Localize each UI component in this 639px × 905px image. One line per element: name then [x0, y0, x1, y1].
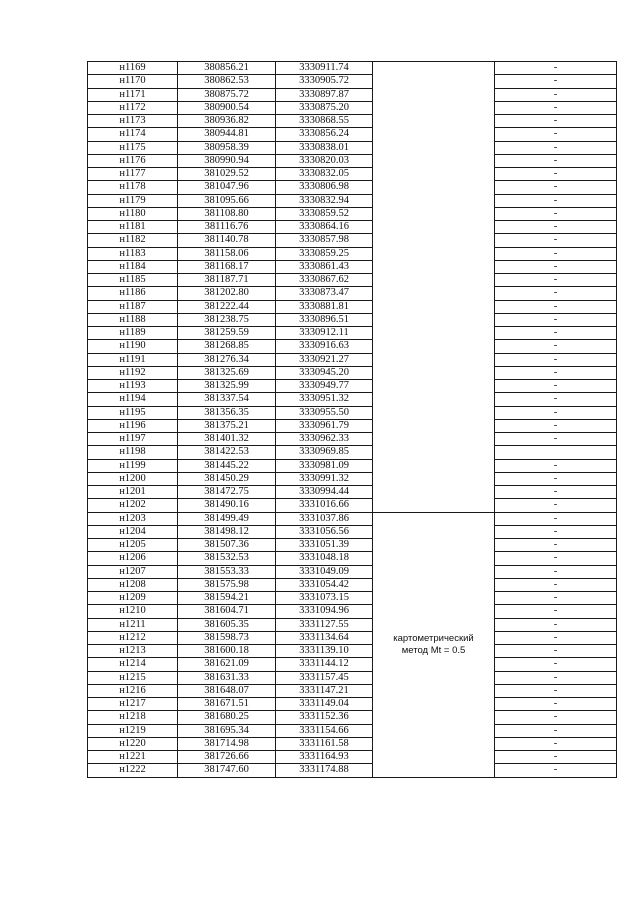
x-coordinate-cell: 381187.71	[178, 274, 276, 287]
table-row	[88, 446, 617, 459]
x-coordinate-cell: 381507.36	[178, 539, 276, 552]
note-cell: -	[495, 234, 617, 247]
point-id-cell: н1212	[88, 631, 178, 644]
x-coordinate-cell: 381259.59	[178, 327, 276, 340]
table-row	[88, 658, 617, 671]
point-id-cell: н1215	[88, 671, 178, 684]
y-coordinate-cell: 3331056.56	[276, 525, 373, 538]
y-coordinate-cell: 3330881.81	[276, 300, 373, 313]
point-id-cell: н1192	[88, 366, 178, 379]
x-coordinate-cell: 381726.66	[178, 751, 276, 764]
x-coordinate-cell: 381747.60	[178, 764, 276, 777]
x-coordinate-cell: 381499.49	[178, 512, 276, 525]
point-id-cell: н1170	[88, 75, 178, 88]
x-coordinate-cell: 380990.94	[178, 154, 276, 167]
table-row	[88, 539, 617, 552]
note-cell: -	[495, 247, 617, 260]
table-row	[88, 88, 617, 101]
point-id-cell: н1179	[88, 194, 178, 207]
note-cell: -	[495, 128, 617, 141]
table-row	[88, 525, 617, 538]
table-row	[88, 631, 617, 644]
x-coordinate-cell: 381401.32	[178, 433, 276, 446]
y-coordinate-cell: 3331149.04	[276, 698, 373, 711]
x-coordinate-cell: 381594.21	[178, 592, 276, 605]
table-row	[88, 221, 617, 234]
note-cell: -	[495, 565, 617, 578]
y-coordinate-cell: 3330832.94	[276, 194, 373, 207]
point-id-cell: н1198	[88, 446, 178, 459]
point-id-cell: н1222	[88, 764, 178, 777]
note-cell: -	[495, 512, 617, 525]
table-row	[88, 671, 617, 684]
x-coordinate-cell: 381714.98	[178, 737, 276, 750]
point-id-cell: н1189	[88, 327, 178, 340]
note-cell: -	[495, 380, 617, 393]
table-row	[88, 433, 617, 446]
point-id-cell: н1214	[88, 658, 178, 671]
x-coordinate-cell: 381648.07	[178, 684, 276, 697]
note-cell: -	[495, 684, 617, 697]
y-coordinate-cell: 3330859.25	[276, 247, 373, 260]
note-cell: -	[495, 618, 617, 631]
y-coordinate-cell: 3330962.33	[276, 433, 373, 446]
y-coordinate-cell: 3331051.39	[276, 539, 373, 552]
x-coordinate-cell: 381158.06	[178, 247, 276, 260]
table-row	[88, 141, 617, 154]
y-coordinate-cell: 3330955.50	[276, 406, 373, 419]
point-id-cell: н1220	[88, 737, 178, 750]
note-cell: -	[495, 764, 617, 777]
point-id-cell: н1187	[88, 300, 178, 313]
point-id-cell: н1196	[88, 419, 178, 432]
point-id-cell: н1197	[88, 433, 178, 446]
x-coordinate-cell: 381116.76	[178, 221, 276, 234]
point-id-cell: н1207	[88, 565, 178, 578]
table-row	[88, 115, 617, 128]
y-coordinate-cell: 3331161.58	[276, 737, 373, 750]
x-coordinate-cell: 380936.82	[178, 115, 276, 128]
coordinates-table-body	[88, 62, 617, 778]
note-cell: -	[495, 459, 617, 472]
x-coordinate-cell: 381168.17	[178, 260, 276, 273]
y-coordinate-cell: 3330905.72	[276, 75, 373, 88]
x-coordinate-cell: 381325.69	[178, 366, 276, 379]
table-row	[88, 645, 617, 658]
y-coordinate-cell: 3330981.09	[276, 459, 373, 472]
table-row	[88, 459, 617, 472]
table-row	[88, 260, 617, 273]
point-id-cell: н1190	[88, 340, 178, 353]
table-row	[88, 181, 617, 194]
y-coordinate-cell: 3330838.01	[276, 141, 373, 154]
x-coordinate-cell: 381621.09	[178, 658, 276, 671]
point-id-cell: н1191	[88, 353, 178, 366]
x-coordinate-cell: 380944.81	[178, 128, 276, 141]
note-cell: -	[495, 168, 617, 181]
note-cell: -	[495, 194, 617, 207]
table-row	[88, 724, 617, 737]
note-cell: -	[495, 221, 617, 234]
table-row	[88, 247, 617, 260]
y-coordinate-cell: 3330945.20	[276, 366, 373, 379]
note-cell: -	[495, 499, 617, 512]
note-cell: -	[495, 101, 617, 114]
point-id-cell: н1194	[88, 393, 178, 406]
y-coordinate-cell: 3331147.21	[276, 684, 373, 697]
x-coordinate-cell: 381680.25	[178, 711, 276, 724]
y-coordinate-cell: 3330820.03	[276, 154, 373, 167]
table-row	[88, 618, 617, 631]
x-coordinate-cell: 381450.29	[178, 472, 276, 485]
note-cell: -	[495, 631, 617, 644]
note-cell: -	[495, 539, 617, 552]
x-coordinate-cell: 380958.39	[178, 141, 276, 154]
note-cell: -	[495, 300, 617, 313]
table-row	[88, 512, 617, 525]
point-id-cell: н1193	[88, 380, 178, 393]
note-cell: -	[495, 525, 617, 538]
note-cell	[495, 446, 617, 459]
x-coordinate-cell: 381695.34	[178, 724, 276, 737]
y-coordinate-cell: 3331157.45	[276, 671, 373, 684]
y-coordinate-cell: 3330994.44	[276, 486, 373, 499]
table-row	[88, 764, 617, 777]
point-id-cell: н1203	[88, 512, 178, 525]
y-coordinate-cell: 3330875.20	[276, 101, 373, 114]
note-cell: -	[495, 419, 617, 432]
note-cell: -	[495, 327, 617, 340]
point-id-cell: н1204	[88, 525, 178, 538]
x-coordinate-cell: 381202.80	[178, 287, 276, 300]
table-row	[88, 154, 617, 167]
table-row	[88, 274, 617, 287]
note-cell: -	[495, 724, 617, 737]
table-row	[88, 605, 617, 618]
table-row	[88, 327, 617, 340]
x-coordinate-cell: 381604.71	[178, 605, 276, 618]
table-row	[88, 340, 617, 353]
point-id-cell: н1180	[88, 207, 178, 220]
y-coordinate-cell: 3330961.79	[276, 419, 373, 432]
note-cell: -	[495, 751, 617, 764]
table-row	[88, 128, 617, 141]
table-row	[88, 313, 617, 326]
point-id-cell: н1173	[88, 115, 178, 128]
point-id-cell: н1200	[88, 472, 178, 485]
y-coordinate-cell: 3330873.47	[276, 287, 373, 300]
note-cell: -	[495, 472, 617, 485]
x-coordinate-cell: 380862.53	[178, 75, 276, 88]
y-coordinate-cell: 3330867.62	[276, 274, 373, 287]
y-coordinate-cell: 3330896.51	[276, 313, 373, 326]
point-id-cell: н1213	[88, 645, 178, 658]
table-row	[88, 419, 617, 432]
note-cell: -	[495, 592, 617, 605]
table-row	[88, 194, 617, 207]
coordinates-table	[87, 61, 617, 778]
x-coordinate-cell: 381600.18	[178, 645, 276, 658]
note-cell: -	[495, 698, 617, 711]
table-row	[88, 552, 617, 565]
y-coordinate-cell: 3331154.66	[276, 724, 373, 737]
y-coordinate-cell: 3330832.05	[276, 168, 373, 181]
x-coordinate-cell: 380875.72	[178, 88, 276, 101]
table-row	[88, 168, 617, 181]
x-coordinate-cell: 381553.33	[178, 565, 276, 578]
x-coordinate-cell: 381532.53	[178, 552, 276, 565]
note-cell: -	[495, 88, 617, 101]
note-cell: -	[495, 154, 617, 167]
y-coordinate-cell: 3330911.74	[276, 62, 373, 75]
point-id-cell: н1208	[88, 578, 178, 591]
note-cell: -	[495, 552, 617, 565]
y-coordinate-cell: 3331127.55	[276, 618, 373, 631]
y-coordinate-cell: 3330921.27	[276, 353, 373, 366]
point-id-cell: н1175	[88, 141, 178, 154]
note-cell: -	[495, 433, 617, 446]
x-coordinate-cell: 381490.16	[178, 499, 276, 512]
x-coordinate-cell: 381238.75	[178, 313, 276, 326]
point-id-cell: н1174	[88, 128, 178, 141]
point-id-cell: н1177	[88, 168, 178, 181]
point-id-cell: н1176	[88, 154, 178, 167]
point-id-cell: н1184	[88, 260, 178, 273]
note-cell: -	[495, 578, 617, 591]
point-id-cell: н1172	[88, 101, 178, 114]
x-coordinate-cell: 380856.21	[178, 62, 276, 75]
table-row	[88, 393, 617, 406]
note-cell: -	[495, 115, 617, 128]
y-coordinate-cell: 3330969.85	[276, 446, 373, 459]
x-coordinate-cell: 381445.22	[178, 459, 276, 472]
x-coordinate-cell: 381575.98	[178, 578, 276, 591]
note-cell: -	[495, 313, 617, 326]
y-coordinate-cell: 3331049.09	[276, 565, 373, 578]
point-id-cell: н1188	[88, 313, 178, 326]
y-coordinate-cell: 3331016.66	[276, 499, 373, 512]
note-cell: -	[495, 645, 617, 658]
note-cell: -	[495, 62, 617, 75]
point-id-cell: н1185	[88, 274, 178, 287]
note-cell: -	[495, 75, 617, 88]
x-coordinate-cell: 381671.51	[178, 698, 276, 711]
note-cell: -	[495, 605, 617, 618]
y-coordinate-cell: 3330897.87	[276, 88, 373, 101]
point-id-cell: н1218	[88, 711, 178, 724]
method-cell-group-2	[373, 512, 495, 777]
table-row	[88, 353, 617, 366]
table-row	[88, 565, 617, 578]
table-row	[88, 711, 617, 724]
point-id-cell: н1181	[88, 221, 178, 234]
table-row	[88, 751, 617, 764]
table-row	[88, 578, 617, 591]
x-coordinate-cell: 381356.35	[178, 406, 276, 419]
x-coordinate-cell: 381268.85	[178, 340, 276, 353]
x-coordinate-cell: 381140.78	[178, 234, 276, 247]
table-row	[88, 234, 617, 247]
point-id-cell: н1206	[88, 552, 178, 565]
x-coordinate-cell: 381598.73	[178, 631, 276, 644]
table-row	[88, 380, 617, 393]
y-coordinate-cell: 3330806.98	[276, 181, 373, 194]
method-label-line-1: картометрический	[393, 632, 474, 644]
x-coordinate-cell: 381472.75	[178, 486, 276, 499]
y-coordinate-cell: 3330856.24	[276, 128, 373, 141]
point-id-cell: н1219	[88, 724, 178, 737]
y-coordinate-cell: 3330991.32	[276, 472, 373, 485]
table-row	[88, 75, 617, 88]
x-coordinate-cell: 381605.35	[178, 618, 276, 631]
y-coordinate-cell: 3330868.55	[276, 115, 373, 128]
x-coordinate-cell: 381108.80	[178, 207, 276, 220]
y-coordinate-cell: 3331139.10	[276, 645, 373, 658]
x-coordinate-cell: 381325.99	[178, 380, 276, 393]
y-coordinate-cell: 3331054.42	[276, 578, 373, 591]
note-cell: -	[495, 260, 617, 273]
y-coordinate-cell: 3331134.64	[276, 631, 373, 644]
point-id-cell: н1199	[88, 459, 178, 472]
table-row	[88, 300, 617, 313]
table-row	[88, 287, 617, 300]
note-cell: -	[495, 353, 617, 366]
note-cell: -	[495, 340, 617, 353]
point-id-cell: н1205	[88, 539, 178, 552]
x-coordinate-cell: 381375.21	[178, 419, 276, 432]
note-cell: -	[495, 486, 617, 499]
point-id-cell: н1221	[88, 751, 178, 764]
y-coordinate-cell: 3330916.63	[276, 340, 373, 353]
point-id-cell: н1217	[88, 698, 178, 711]
point-id-cell: н1178	[88, 181, 178, 194]
x-coordinate-cell: 381337.54	[178, 393, 276, 406]
point-id-cell: н1216	[88, 684, 178, 697]
note-cell: -	[495, 737, 617, 750]
point-id-cell: н1210	[88, 605, 178, 618]
note-cell: -	[495, 366, 617, 379]
table-row	[88, 62, 617, 75]
method-cell-group-1	[373, 62, 495, 513]
table-row	[88, 207, 617, 220]
point-id-cell: н1201	[88, 486, 178, 499]
table-row	[88, 472, 617, 485]
x-coordinate-cell: 380900.54	[178, 101, 276, 114]
table-row	[88, 366, 617, 379]
x-coordinate-cell: 381631.33	[178, 671, 276, 684]
x-coordinate-cell: 381422.53	[178, 446, 276, 459]
table-row	[88, 406, 617, 419]
point-id-cell: н1171	[88, 88, 178, 101]
y-coordinate-cell: 3330864.16	[276, 221, 373, 234]
point-id-cell: н1183	[88, 247, 178, 260]
note-cell: -	[495, 393, 617, 406]
y-coordinate-cell: 3331094.96	[276, 605, 373, 618]
table-row	[88, 486, 617, 499]
y-coordinate-cell: 3331152.36	[276, 711, 373, 724]
note-cell: -	[495, 207, 617, 220]
y-coordinate-cell: 3330857.98	[276, 234, 373, 247]
note-cell: -	[495, 658, 617, 671]
x-coordinate-cell: 381047.96	[178, 181, 276, 194]
table-row	[88, 592, 617, 605]
y-coordinate-cell: 3331073.15	[276, 592, 373, 605]
note-cell: -	[495, 287, 617, 300]
x-coordinate-cell: 381498.12	[178, 525, 276, 538]
y-coordinate-cell: 3330951.32	[276, 393, 373, 406]
note-cell: -	[495, 141, 617, 154]
y-coordinate-cell: 3331164.93	[276, 751, 373, 764]
point-id-cell: н1195	[88, 406, 178, 419]
point-id-cell: н1202	[88, 499, 178, 512]
table-row	[88, 101, 617, 114]
point-id-cell: н1182	[88, 234, 178, 247]
point-id-cell: н1169	[88, 62, 178, 75]
y-coordinate-cell: 3331144.12	[276, 658, 373, 671]
table-row	[88, 698, 617, 711]
table-row	[88, 737, 617, 750]
y-coordinate-cell: 3330861.43	[276, 260, 373, 273]
y-coordinate-cell: 3331174.88	[276, 764, 373, 777]
y-coordinate-cell: 3331048.18	[276, 552, 373, 565]
x-coordinate-cell: 381222.44	[178, 300, 276, 313]
x-coordinate-cell: 381095.66	[178, 194, 276, 207]
note-cell: -	[495, 274, 617, 287]
x-coordinate-cell: 381276.34	[178, 353, 276, 366]
y-coordinate-cell: 3330949.77	[276, 380, 373, 393]
y-coordinate-cell: 3330859.52	[276, 207, 373, 220]
point-id-cell: н1186	[88, 287, 178, 300]
y-coordinate-cell: 3330912.11	[276, 327, 373, 340]
table-row	[88, 499, 617, 512]
y-coordinate-cell: 3331037.86	[276, 512, 373, 525]
point-id-cell: н1209	[88, 592, 178, 605]
note-cell: -	[495, 406, 617, 419]
note-cell: -	[495, 671, 617, 684]
method-label-line-2: метод Mt = 0.5	[401, 644, 466, 656]
table-row	[88, 684, 617, 697]
note-cell: -	[495, 711, 617, 724]
x-coordinate-cell: 381029.52	[178, 168, 276, 181]
note-cell: -	[495, 181, 617, 194]
point-id-cell: н1211	[88, 618, 178, 631]
